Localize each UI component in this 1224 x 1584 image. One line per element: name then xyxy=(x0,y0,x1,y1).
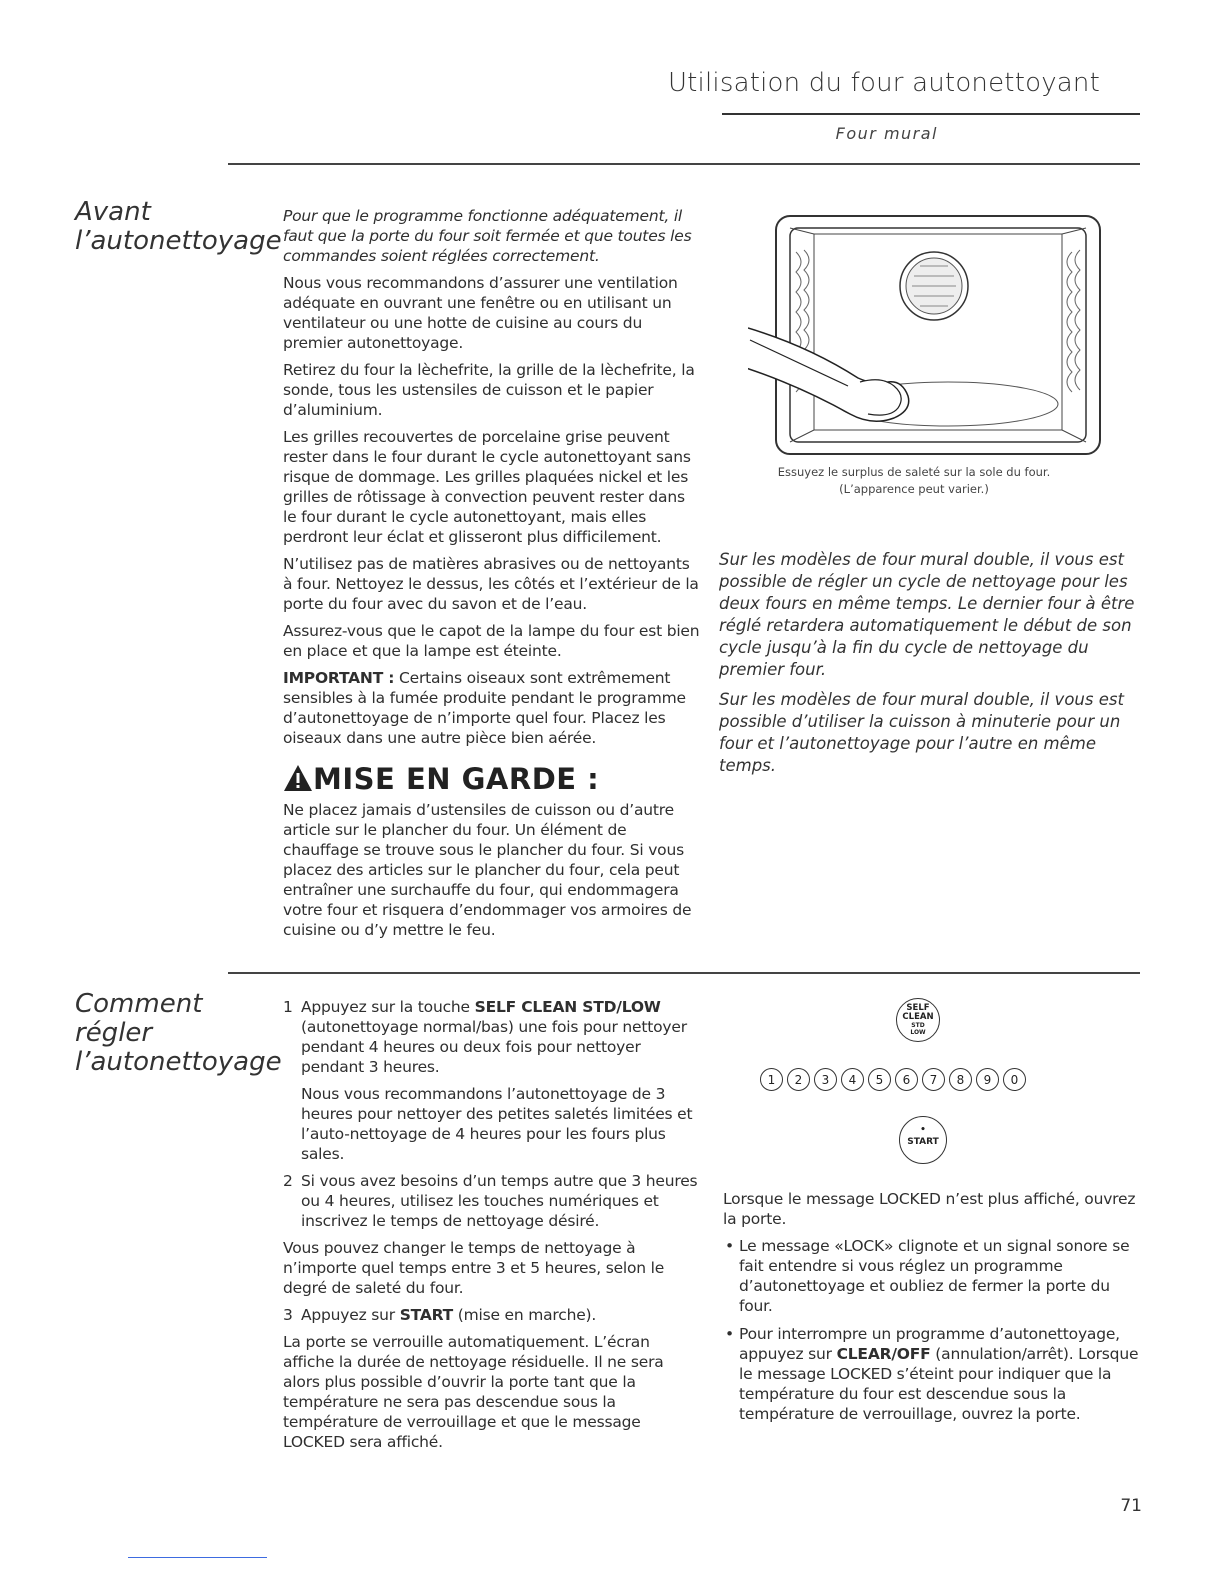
start-dot: • xyxy=(920,1125,926,1135)
step-1 xyxy=(283,997,703,1077)
digit-key-icon: 1 xyxy=(760,1068,783,1091)
warning-text: Ne placez jamais d’ustensiles de cuisson ou d’autre article sur le plancher du four. Un élément de chauffage se trouve sous le plancher du four. Si vous placez des articles sur le plancher du four, cela peut entraîner une surchauffe du four, qui endommagera votre four et risquera d’endommager vos armoires de cuisine ou d’y mettre le feu. xyxy=(283,801,692,939)
section1-right-column xyxy=(719,549,1139,785)
section-title-line: l’autonettoyage xyxy=(75,226,282,256)
section-title-line: régler xyxy=(75,1018,153,1048)
key-name: SELF CLEAN STD/LOW xyxy=(474,998,661,1016)
oven-cleaning-illustration xyxy=(748,212,1104,458)
digit-key-icon: 3 xyxy=(814,1068,837,1091)
section2-right-column xyxy=(723,1189,1143,1432)
lamp-paragraph: Assurez-vous que le capot de la lampe du four est bien en place et que la lampe est éteinte. xyxy=(283,622,700,660)
page-header-subtitle: Four mural xyxy=(835,124,938,143)
key-label: CLEAN xyxy=(902,1012,934,1022)
key-label: STD xyxy=(911,1022,925,1029)
illustration-caption xyxy=(720,464,1108,498)
step-number: 2 xyxy=(283,1172,293,1190)
digit-key-icon: 8 xyxy=(949,1068,972,1091)
digit-key-icon: 4 xyxy=(841,1068,864,1091)
step-3 xyxy=(283,1305,703,1325)
number-keypad xyxy=(760,1068,1026,1091)
important-text: Certains oiseaux sont extrêmement sensibles à la fumée produite pendant le programme d’autonettoyage de n’importe quel four. Placez les oiseaux dans une autre pièce bien aérée. xyxy=(283,669,686,747)
racks-paragraph: Les grilles recouvertes de porcelaine grise peuvent rester dans le four durant le cycle autonettoyant sans risque de dommage. Les grilles plaquées nickel et les grilles de rôtissage à convection peuvent rester dans le four durant le cycle autonettoyant, mais elles perdront leur éclat et glisseront plus difficilement. xyxy=(283,428,691,546)
remove-items-paragraph: Retirez du four la lèchefrite, la grille de la lèchefrite, la sonde, tous les ustensiles de cuisson et le papier d’aluminium. xyxy=(283,361,695,419)
bullet-interrupt xyxy=(723,1324,1143,1424)
unlock-paragraph: Lorsque le message LOCKED n’est plus affiché, ouvrez la porte. xyxy=(723,1190,1136,1228)
warning-title: MISE EN GARDE : xyxy=(313,762,600,796)
key-name: START xyxy=(399,1306,454,1324)
caption-line: (L’apparence peut varier.) xyxy=(839,482,989,496)
step-text: (autonettoyage normal/bas) une fois pour nettoyer pendant 4 heures ou deux fois pour nettoyer pendant 3 heures. xyxy=(301,1018,687,1076)
key-label: LOW xyxy=(910,1029,926,1036)
digit-key-icon: 7 xyxy=(922,1068,945,1091)
key-name: CLEAR/OFF xyxy=(836,1345,931,1363)
digit-key-icon: 0 xyxy=(1003,1068,1026,1091)
digit-key-icon: 5 xyxy=(868,1068,891,1091)
page-number: 71 xyxy=(1120,1496,1142,1516)
step-text: Appuyez sur la touche xyxy=(301,998,475,1016)
step-number: 3 xyxy=(283,1306,293,1324)
digit-key-icon: 9 xyxy=(976,1068,999,1091)
step-text: (mise en marche). xyxy=(453,1306,597,1324)
self-clean-key-icon xyxy=(896,998,940,1042)
key-label: SELF xyxy=(906,1003,930,1013)
bullet-text: Pour interrompre un programme d’autonettoyage, appuyez sur xyxy=(739,1325,1120,1363)
page-header-title: Utilisation du four autonettoyant xyxy=(667,68,1100,98)
warning-triangle-icon xyxy=(283,764,313,792)
section-title-line: l’autonettoyage xyxy=(75,1047,282,1077)
ventilation-paragraph: Nous vous recommandons d’assurer une ventilation adéquate en ouvrant une fenêtre ou en utilisant un ventilateur ou une hotte de cuisine au cours du premier autonettoyage. xyxy=(283,274,678,352)
step-3-note: La porte se verrouille automatiquement. L’écran affiche la durée de nettoyage résiduelle. Il ne sera alors plus possible d’ouvrir la porte tant que la température ne sera pas descendue sous la température de verrouillage et que le message LOCKED sera affiché. xyxy=(283,1333,664,1451)
step-2-note: Vous pouvez changer le temps de nettoyage à n’importe quel temps entre 3 et 5 heures, selon le degré de saleté du four. xyxy=(283,1239,665,1297)
start-key-icon xyxy=(899,1116,947,1164)
section-title-before-cleaning xyxy=(75,197,282,256)
important-label: IMPORTANT : xyxy=(283,669,395,687)
caption-line: Essuyez le surplus de saleté sur la sole du four. xyxy=(777,465,1051,479)
double-oven-paragraph: Sur les modèles de four mural double, il vous est possible de régler un cycle de nettoyage pour les deux fours en même temps. Le dernier four à être réglé retardera automatiquement le début de son cycle jusqu’à la fin du cycle de nettoyage du premier four. xyxy=(719,550,1135,679)
section-title-line: Avant xyxy=(75,197,151,227)
section-title-how-to-set xyxy=(75,989,282,1077)
intro-paragraph: Pour que le programme fonctionne adéquatement, il faut que la porte du four soit fermée et que toutes les commandes soient réglées correctement. xyxy=(283,207,692,265)
step-1-note: Nous vous recommandons l’autonettoyage de 3 heures pour nettoyer des petites saletés limitées et l’auto-nettoyage de 4 heures pour les fours plus sales. xyxy=(301,1085,693,1163)
bullet-text: (annulation/arrêt). Lorsque le message LOCKED s’éteint pour indiquer que la température du four est descendue sous la température de verrouillage, ouvrez la porte. xyxy=(739,1345,1139,1423)
no-abrasives-paragraph: N’utilisez pas de matières abrasives ou de nettoyants à four. Nettoyez le dessus, les côtés et l’extérieur de la porte du four avec du savon et de l’eau. xyxy=(283,555,699,613)
timed-cook-paragraph: Sur les modèles de four mural double, il vous est possible d’utiliser la cuisson à minuterie pour un four et l’autonettoyage pour l’autre en même temps. xyxy=(719,690,1124,775)
step-2 xyxy=(283,1171,703,1231)
footer-line xyxy=(128,1557,267,1558)
key-label: START xyxy=(907,1137,939,1147)
section1-left-column xyxy=(283,206,701,755)
warning-heading xyxy=(283,762,599,796)
important-paragraph xyxy=(283,668,701,748)
step-number: 1 xyxy=(283,998,293,1016)
section-title-line: Comment xyxy=(75,989,203,1019)
section-divider xyxy=(228,163,1140,165)
steps-column xyxy=(283,997,703,1459)
digit-key-icon: 2 xyxy=(787,1068,810,1091)
step-text: Appuyez sur xyxy=(301,1306,400,1324)
step-text: Si vous avez besoins d’un temps autre que 3 heures ou 4 heures, utilisez les touches numériques et inscrivez le temps de nettoyage désiré. xyxy=(301,1172,698,1230)
header-divider xyxy=(722,113,1140,115)
section-divider xyxy=(228,972,1140,974)
digit-key-icon: 6 xyxy=(895,1068,918,1091)
bullet-lock-message: • Le message «LOCK» clignote et un signal sonore se fait entendre si vous réglez un programme d’autonettoyage et oubliez de fermer la porte du four. xyxy=(723,1236,1143,1316)
